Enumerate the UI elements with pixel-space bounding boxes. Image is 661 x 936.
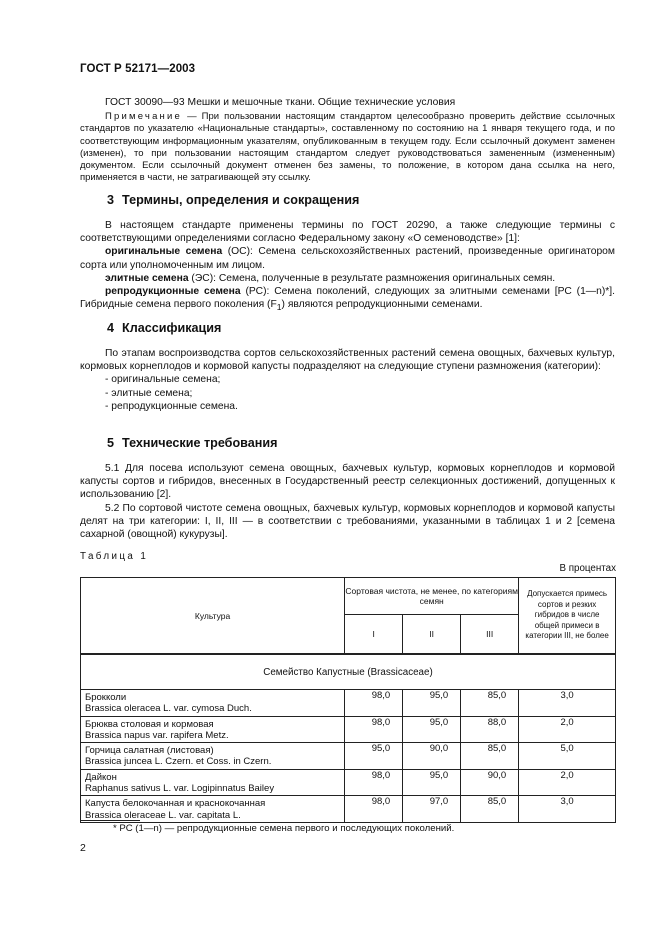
- term-elite: [80, 272, 615, 285]
- culture-cell: [81, 716, 345, 743]
- allowance-cell: 3,0: [519, 690, 616, 717]
- list-item: - элитные семена;: [105, 387, 193, 399]
- header-category-3: III: [461, 615, 519, 655]
- culture-name: Брюква столовая и кормовая: [85, 718, 214, 730]
- footnote-divider: [80, 820, 140, 821]
- header-category-2: II: [403, 615, 461, 655]
- section-5-heading: [107, 436, 277, 450]
- section-4-title: Классификация: [122, 321, 222, 335]
- value-cell: 90,0: [403, 743, 461, 770]
- section-3-body: [80, 219, 615, 314]
- list-item: - оригинальные семена;: [105, 374, 221, 386]
- document-code: ГОСТ Р 52171—2003: [80, 63, 196, 75]
- table-row: [81, 769, 616, 796]
- value-cell: 88,0: [461, 716, 519, 743]
- section-5-body: [80, 462, 615, 541]
- table-row: [81, 796, 616, 823]
- table-row: [81, 716, 616, 743]
- culture-name: Брокколи: [85, 692, 127, 703]
- allowance-cell: 2,0: [519, 769, 616, 796]
- table-row: [81, 743, 616, 770]
- culture-latin: Brassica napus var. rapifera Metz.: [85, 729, 229, 741]
- footnote: * РС (1—n) — репродукционные семена первого и последующих поколений.: [113, 823, 455, 834]
- section-5-number: 5: [107, 436, 115, 450]
- paragraph-5-1: 5.1 Для посева используют семена овощных, бахчевых культур, кормовых корнеплодов и кормовой капусты сортов и гибридов, внесенных в Государственный реестр селекционных достижений, допущенных к использованию [2].: [80, 463, 615, 501]
- paragraph-5-2: 5.2 По сортовой чистоте семена овощных, бахчевых культур, кормовых корнеплодов и кормовой капусты делят на три категории: I, II, III — в соответствии с требованиями, указанными в таблицах 1 и 2 [семена сахарной (овощной) кукурузы].: [80, 502, 615, 541]
- term-reproduction: [80, 285, 615, 314]
- header-culture: Культура: [81, 578, 345, 655]
- page-number: 2: [80, 842, 86, 854]
- header-allowance: Допускается примесь сортов и резких гибридов в числе общей примеси в категории III, не более: [519, 578, 616, 655]
- value-cell: 85,0: [461, 796, 519, 823]
- seed-purity-table: [80, 577, 616, 823]
- header-category-1: I: [345, 615, 403, 655]
- culture-name: Дайкон: [85, 771, 117, 783]
- term-original: [80, 245, 615, 271]
- table-row: [81, 690, 616, 717]
- section-3-heading: [107, 193, 359, 207]
- table-caption: Таблица 1: [80, 551, 149, 562]
- section-3-intro: В настоящем стандарте применены термины по ГОСТ 20290, а также следующие термины с соответствующими определениями согласно Федеральному закону «О семеноводстве» [1]:: [80, 220, 615, 245]
- term-reproduction-definition: (РС): Семена поколений, следующих за элитными семенами [РС (1—n)*]. Гибридные семена первого поколения (F: [80, 286, 615, 311]
- section-4-heading: [107, 321, 221, 335]
- culture-latin: Brassica juncea L. Czern. et Coss. in Czern.: [85, 756, 272, 768]
- culture-latin: Brassica oleraceae L. var. capitata L.: [85, 809, 241, 821]
- value-cell: 98,0: [345, 716, 403, 743]
- value-cell: 95,0: [403, 690, 461, 717]
- culture-name: Горчица салатная (листовая): [85, 745, 214, 757]
- references-block: [80, 96, 615, 109]
- note-paragraph: [80, 111, 615, 185]
- term-original-name: оригинальные семена: [105, 246, 223, 258]
- reference-standard: ГОСТ 30090—93 Мешки и мешочные ткани. Общие технические условия: [105, 97, 456, 108]
- value-cell: 95,0: [345, 743, 403, 770]
- note-label: Примечание: [105, 111, 182, 122]
- allowance-cell: 5,0: [519, 743, 616, 770]
- value-cell: 95,0: [403, 769, 461, 796]
- culture-cell: [81, 743, 345, 770]
- allowance-cell: 2,0: [519, 716, 616, 743]
- value-cell: 98,0: [345, 690, 403, 717]
- term-elite-name: элитные семена: [105, 272, 189, 284]
- value-cell: 98,0: [345, 796, 403, 823]
- list-item: - репродукционные семена.: [105, 400, 238, 412]
- section-3-title: Термины, определения и сокращения: [122, 193, 360, 207]
- value-cell: 85,0: [461, 743, 519, 770]
- culture-cell: [81, 769, 345, 796]
- section-3-number: 3: [107, 193, 115, 207]
- culture-name: Капуста белокочанная и краснокочанная: [85, 798, 266, 810]
- family-row: Семейство Капустные (Brassicaceae): [81, 654, 616, 690]
- section-4-body: [80, 347, 615, 413]
- section-4-number: 4: [107, 321, 115, 335]
- note-block: [80, 111, 615, 185]
- culture-latin: Raphanus sativus L. var. Logipinnatus Bailey: [85, 783, 275, 795]
- category-list: [80, 373, 615, 413]
- value-cell: 98,0: [345, 769, 403, 796]
- allowance-cell: 3,0: [519, 796, 616, 823]
- term-reproduction-name: репродукционные семена: [105, 286, 241, 298]
- term-elite-definition: (ЭС): Семена, полученные в результате размножения оригинальных семян.: [188, 272, 556, 284]
- value-cell: 97,0: [403, 796, 461, 823]
- culture-cell: [81, 690, 345, 717]
- note-text: — При пользовании настоящим стандартом целесообразно проверить действие ссылочных стандартов по указателю «Национальные стандарты», составленному по состоянию на 1 января текущего года, и по соответствующим информационным указателям, опубликованным в текущем году. Если ссылочный документ заменен (изменен), то при пользовании настоящим стандартом следует руководствоваться замененным (измененным) документом. Если ссылочный документ отменен без замены, то положение, в котором дана ссылка на него, применяется в части, не затрагивающей эту ссылку.: [80, 111, 615, 184]
- term-reproduction-subscript: 1: [276, 302, 282, 313]
- term-reproduction-tail: ) являются репродукционными семенами.: [281, 299, 483, 311]
- section-4-intro: По этапам воспроизводства сортов сельскохозяйственных растений семена овощных, бахчевых культур, кормовых корнеплодов и кормовой капусты подразделяют на следующие ступени размножения (категории):: [80, 348, 615, 373]
- header-purity: Сортовая чистота, не менее, по категориям семян: [345, 578, 519, 615]
- table-unit: В процентах: [559, 563, 616, 574]
- value-cell: 95,0: [403, 716, 461, 743]
- term-original-definition: (ОС): Семена сельскохозяйственных растений, произведенные оригинатором сорта или уполномоченным им лицом.: [80, 246, 615, 271]
- section-5-title: Технические требования: [122, 436, 278, 450]
- value-cell: 90,0: [461, 769, 519, 796]
- culture-latin: Brassica oleracea L. var. cymosa Duch.: [85, 703, 252, 715]
- culture-cell: [81, 796, 345, 823]
- value-cell: 85,0: [461, 690, 519, 717]
